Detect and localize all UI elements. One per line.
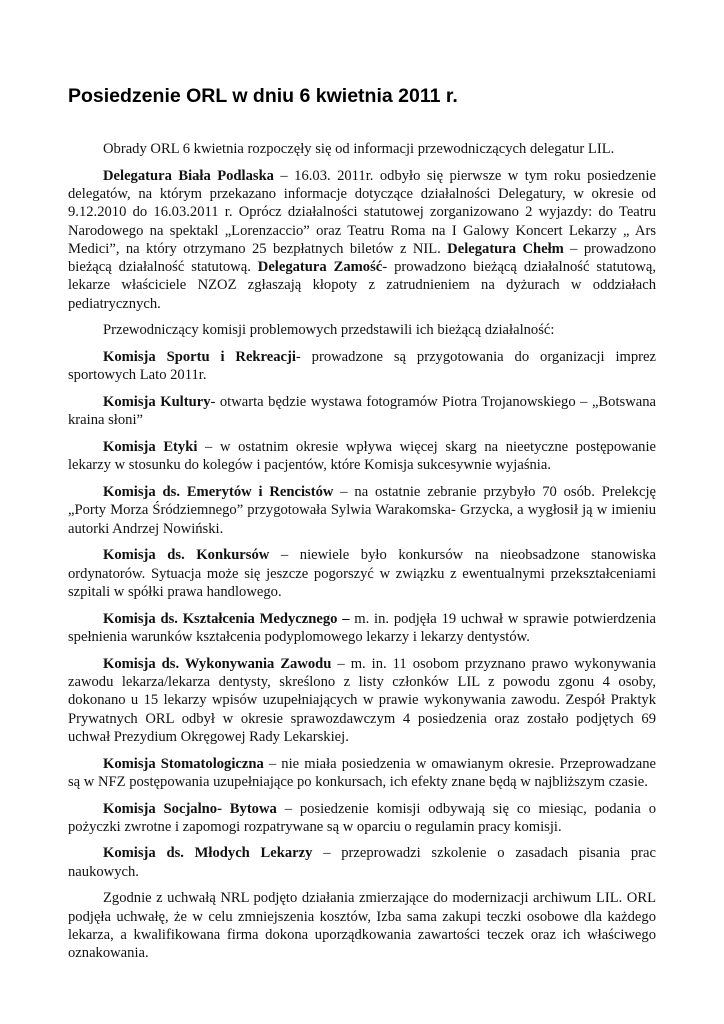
commission-zawod-label: Komisja ds. Wykonywania Zawodu — [103, 655, 332, 672]
commission-mlodzi-label: Komisja ds. Młodych Lekarzy — [103, 845, 313, 862]
commission-stomatologia — [68, 755, 656, 792]
commission-kultura-label: Komisja Kultury — [103, 394, 211, 411]
commission-socjalna-text: – posiedzenie komisji odbywają się co miesiąc, podania o pożyczki zwrotne i zapomogi rozpatrywane są w oparciu o regulamin pracy komisji. — [68, 800, 656, 835]
commission-etyka-label: Komisja Etyki — [103, 439, 198, 456]
commissions-intro: Przewodniczący komisji problemowych przedstawili ich bieżącą działalność: — [103, 322, 555, 339]
delegatura-biala-label: Delegatura Biała Podlaska — [103, 167, 274, 184]
commission-sport-text: - prowadzone są przygotowania do organizacji imprez sportowych Lato 2011r. — [68, 349, 656, 384]
commission-stomatologia-label: Komisja Stomatologiczna — [103, 755, 264, 772]
commission-etyka — [68, 438, 656, 475]
commission-zawod-text: – m. in. 11 osobom przyznano prawo wykonywania zawodu lekarza/lekarza dentysty, skreślono z listy członków LIL z powodu zgonu 4 osoby, dokonano u 15 lekarzy wpisów uzupełniających w prawie wykonywania zawodu. Zespół Praktyk Prywatnych ORL odbył w okresie sprawozdawczym 4 posiedzenia oraz zostało podjętych 69 uchwał Prezydium Okręgowej Rady Lekarskiej. — [68, 655, 656, 745]
delegatura-zamosc-label: Delegatura Zamość — [257, 259, 383, 276]
delegatura-chelm-text: – prowadzono bieżącą działalność statutową. — [68, 240, 656, 276]
commission-konkursy-label: Komisja ds. Konkursów — [103, 547, 270, 564]
delegatury-paragraph — [68, 167, 656, 313]
commission-socjalna-label: Komisja Socjalno- Bytowa — [103, 800, 277, 817]
delegatura-biala-text: – 16.03. 2011r. odbyło się pierwsze w tym roku posiedzenie delegatów, na którym przekazano informacje dotyczące działalności Delegatury, w okresie od 9.12.2010 do 16.03.2011 r. Oprócz działalności statutowej zorganizowano 2 wyjazdy: do Teatru Narodowego na spektakl „Lorenzaccio” oraz Teatru Roma na I Galowy Koncert Lekarzy „ Ars Medici”, na który otrzymano 25 bezpłatnych biletów z NIL. — [68, 167, 656, 257]
commission-ksztalcenie-label: Komisja ds. Kształcenia Medycznego – — [103, 610, 350, 627]
commission-emeryci-text: – na ostatnie zebranie przybyło 70 osób. Prelekcję „Porty Morza Śródziemnego” przygotowała Sylwia Warakomska- Grzycka, a wygłosił ją w imieniu autorki Andrzej Nowiński. — [68, 484, 656, 537]
commission-sport — [68, 348, 656, 385]
delegatura-chelm-label: Delegatura Chełm — [447, 240, 564, 257]
page-title: Posiedzenie ORL w dniu 6 kwietnia 2011 r. — [68, 85, 458, 107]
commission-stomatologia-text: – nie miała posiedzenia w omawianym okresie. Przeprowadzane są w NFZ postępowania uzupełniające po konkursach, ich efekty znane będą w najbliższym czasie. — [68, 755, 656, 790]
commission-ksztalcenie — [68, 610, 656, 647]
commission-etyka-text: – w ostatnim okresie wpływa więcej skarg na nieetyczne postępowanie lekarzy w stosunku do kolegów i pacjentów, które Komisja sukcesywnie wyjaśnia. — [68, 439, 656, 474]
commission-socjalna — [68, 800, 656, 837]
commission-mlodzi — [68, 844, 656, 881]
commission-kultura-text: - otwarta będzie wystawa fotogramów Piotra Trojanowskiego – „Botswana kraina słoni” — [68, 394, 656, 429]
commission-emeryci — [68, 483, 656, 538]
commission-kultura — [68, 393, 656, 430]
document-page — [68, 84, 656, 971]
commission-ksztalcenie-text: m. in. podjęła 19 uchwał w sprawie potwierdzenia spełnienia warunków kształcenia podyplomowego lekarzy i lekarzy dentystów. — [68, 610, 656, 645]
commission-konkursy — [68, 546, 656, 601]
delegatura-zamosc-text: - prowadzono bieżącą działalność statutową, lekarze właściciele NZOZ zgłaszają kłopoty z zatrudnieniem na dyżurach w oddziałach pediatrycznych. — [68, 259, 656, 312]
closing-paragraph: Zgodnie z uchwałą NRL podjęto działania zmierzające do modernizacji archiwum LIL. ORL podjęła uchwałę, że w celu zmniejszenia kosztów, Izba sama zakupi teczki osobowe dla każdego lekarza, a kwalifikowana firma dokona uporządkowania zawartości teczek oraz ich właściwego oznakowania. — [68, 890, 656, 962]
commission-zawod — [68, 655, 656, 746]
commission-emeryci-label: Komisja ds. Emerytów i Rencistów — [103, 484, 334, 501]
commission-konkursy-text: – niewiele było konkursów na nieobsadzone stanowiska ordynatorów. Sytuacja może się jeszcze pogorszyć w związku z ewentualnymi przekształceniami szpitali w spółki prawa handlowego. — [68, 547, 656, 600]
commission-sport-label: Komisja Sportu i Rekreacji — [103, 349, 296, 366]
commission-mlodzi-text: – przeprowadzi szkolenie o zasadach pisania prac naukowych. — [68, 845, 656, 880]
intro-paragraph: Obrady ORL 6 kwietnia rozpoczęły się od informacji przewodniczących delegatur LIL. — [103, 141, 615, 157]
